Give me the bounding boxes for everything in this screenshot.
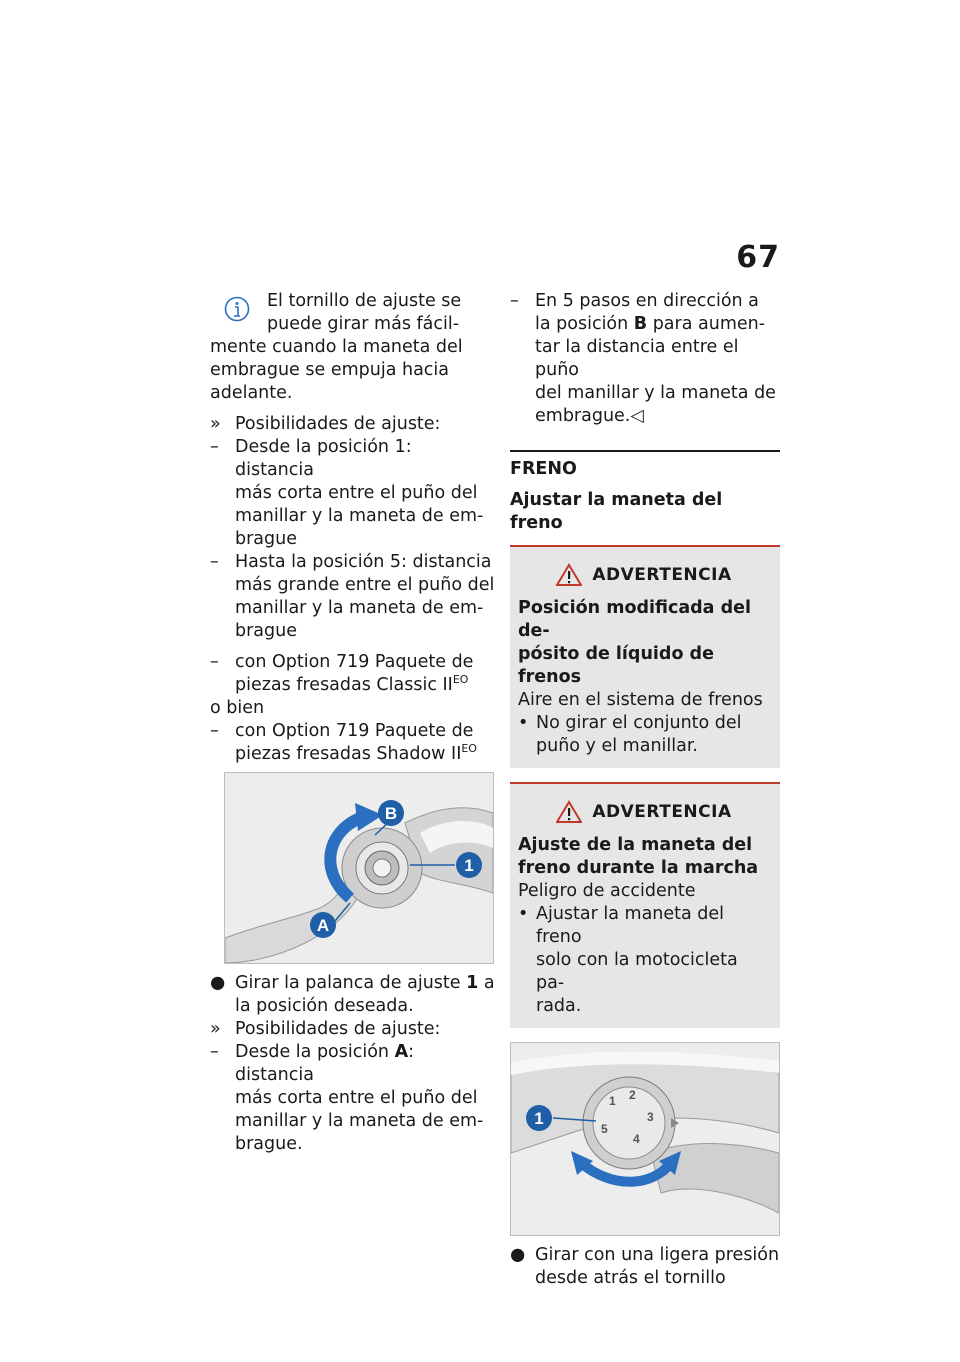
chevron-marker-icon: »	[210, 414, 221, 434]
info-line: adelante.	[210, 383, 293, 403]
warning-label: ADVERTENCIA	[592, 564, 732, 585]
info-note	[210, 290, 495, 405]
callout-a: A	[316, 916, 330, 935]
callout-1: 1	[464, 856, 474, 875]
list-item: – Desde la posición 1: distancia más corta entre el puño del manillar y la maneta de em- brague	[210, 437, 484, 549]
info-line: puede girar más fácil-	[267, 314, 460, 334]
warning-triangle-icon	[556, 800, 582, 824]
list-item: – En 5 pasos en dirección a la posición B para aumen- tar la distancia entre el puño del manillar y la maneta de embrague.◁	[510, 291, 776, 426]
bullet-icon: ●	[510, 1245, 526, 1265]
right-column	[510, 290, 780, 1290]
info-line: El tornillo de ajuste se	[267, 291, 462, 311]
warning-cause: Aire en el sistema de frenos	[518, 690, 763, 710]
list-item: – con Option 719 Paquete de piezas fresadas Classic $II^{EO}$	[210, 652, 474, 695]
svg-text:1: 1	[609, 1094, 616, 1108]
warning-triangle-icon	[556, 563, 582, 587]
svg-text:5: 5	[601, 1122, 608, 1136]
clutch-lever-figure	[224, 772, 494, 964]
page-number: 67	[736, 240, 780, 275]
subsection-title: Ajustar la maneta del freno	[510, 490, 723, 533]
list-item: – Desde la posición A: distancia más corta entre el puño del manillar y la maneta de em- brague.	[210, 1042, 484, 1154]
possibilities-heading: » Posibilidades de ajuste:	[210, 1019, 441, 1039]
callout-1: 1	[534, 1109, 544, 1128]
or-text: o bien	[210, 698, 265, 718]
warning-box	[510, 545, 780, 768]
warning-action: • Ajustar la maneta del freno solo con la motocicleta pa- rada.	[518, 904, 738, 1016]
step-bullet: ● Girar con una ligera presión desde atrás el tornillo	[510, 1245, 780, 1288]
warning-title: Posición modificada del de- pósito de líquido de frenos	[518, 598, 751, 687]
bullet-icon: ●	[210, 973, 226, 993]
section-title: FRENO	[510, 459, 577, 479]
svg-text:4: 4	[633, 1132, 640, 1146]
list-item: – Hasta la posición 5: distancia más grande entre el puño del manillar y la maneta de em- brague	[210, 552, 495, 641]
warning-label: ADVERTENCIA	[592, 801, 732, 822]
warning-cause: Peligro de accidente	[518, 881, 696, 901]
warning-box	[510, 782, 780, 1028]
warning-title: Ajuste de la maneta del freno durante la marcha	[518, 835, 759, 878]
list-item: – con Option 719 Paquete de piezas fresadas Shadow $II^{EO}$	[210, 721, 477, 764]
brake-lever-figure	[510, 1042, 780, 1236]
possibilities-heading: » Posibilidades de ajuste:	[210, 414, 441, 434]
chevron-marker-icon: »	[210, 1019, 221, 1039]
left-column	[210, 290, 495, 1156]
step-bullet: ● Girar la palanca de ajuste 1 a la posición deseada.	[210, 973, 495, 1016]
warning-action: • No girar el conjunto del puño y el manillar.	[518, 713, 742, 756]
callout-b: B	[384, 804, 398, 823]
svg-text:3: 3	[647, 1110, 654, 1124]
section-divider	[510, 450, 780, 452]
svg-text:2: 2	[629, 1088, 636, 1102]
info-icon	[224, 296, 250, 322]
info-line: embrague se empuja hacia	[210, 360, 450, 380]
info-line: mente cuando la maneta del	[210, 337, 463, 357]
